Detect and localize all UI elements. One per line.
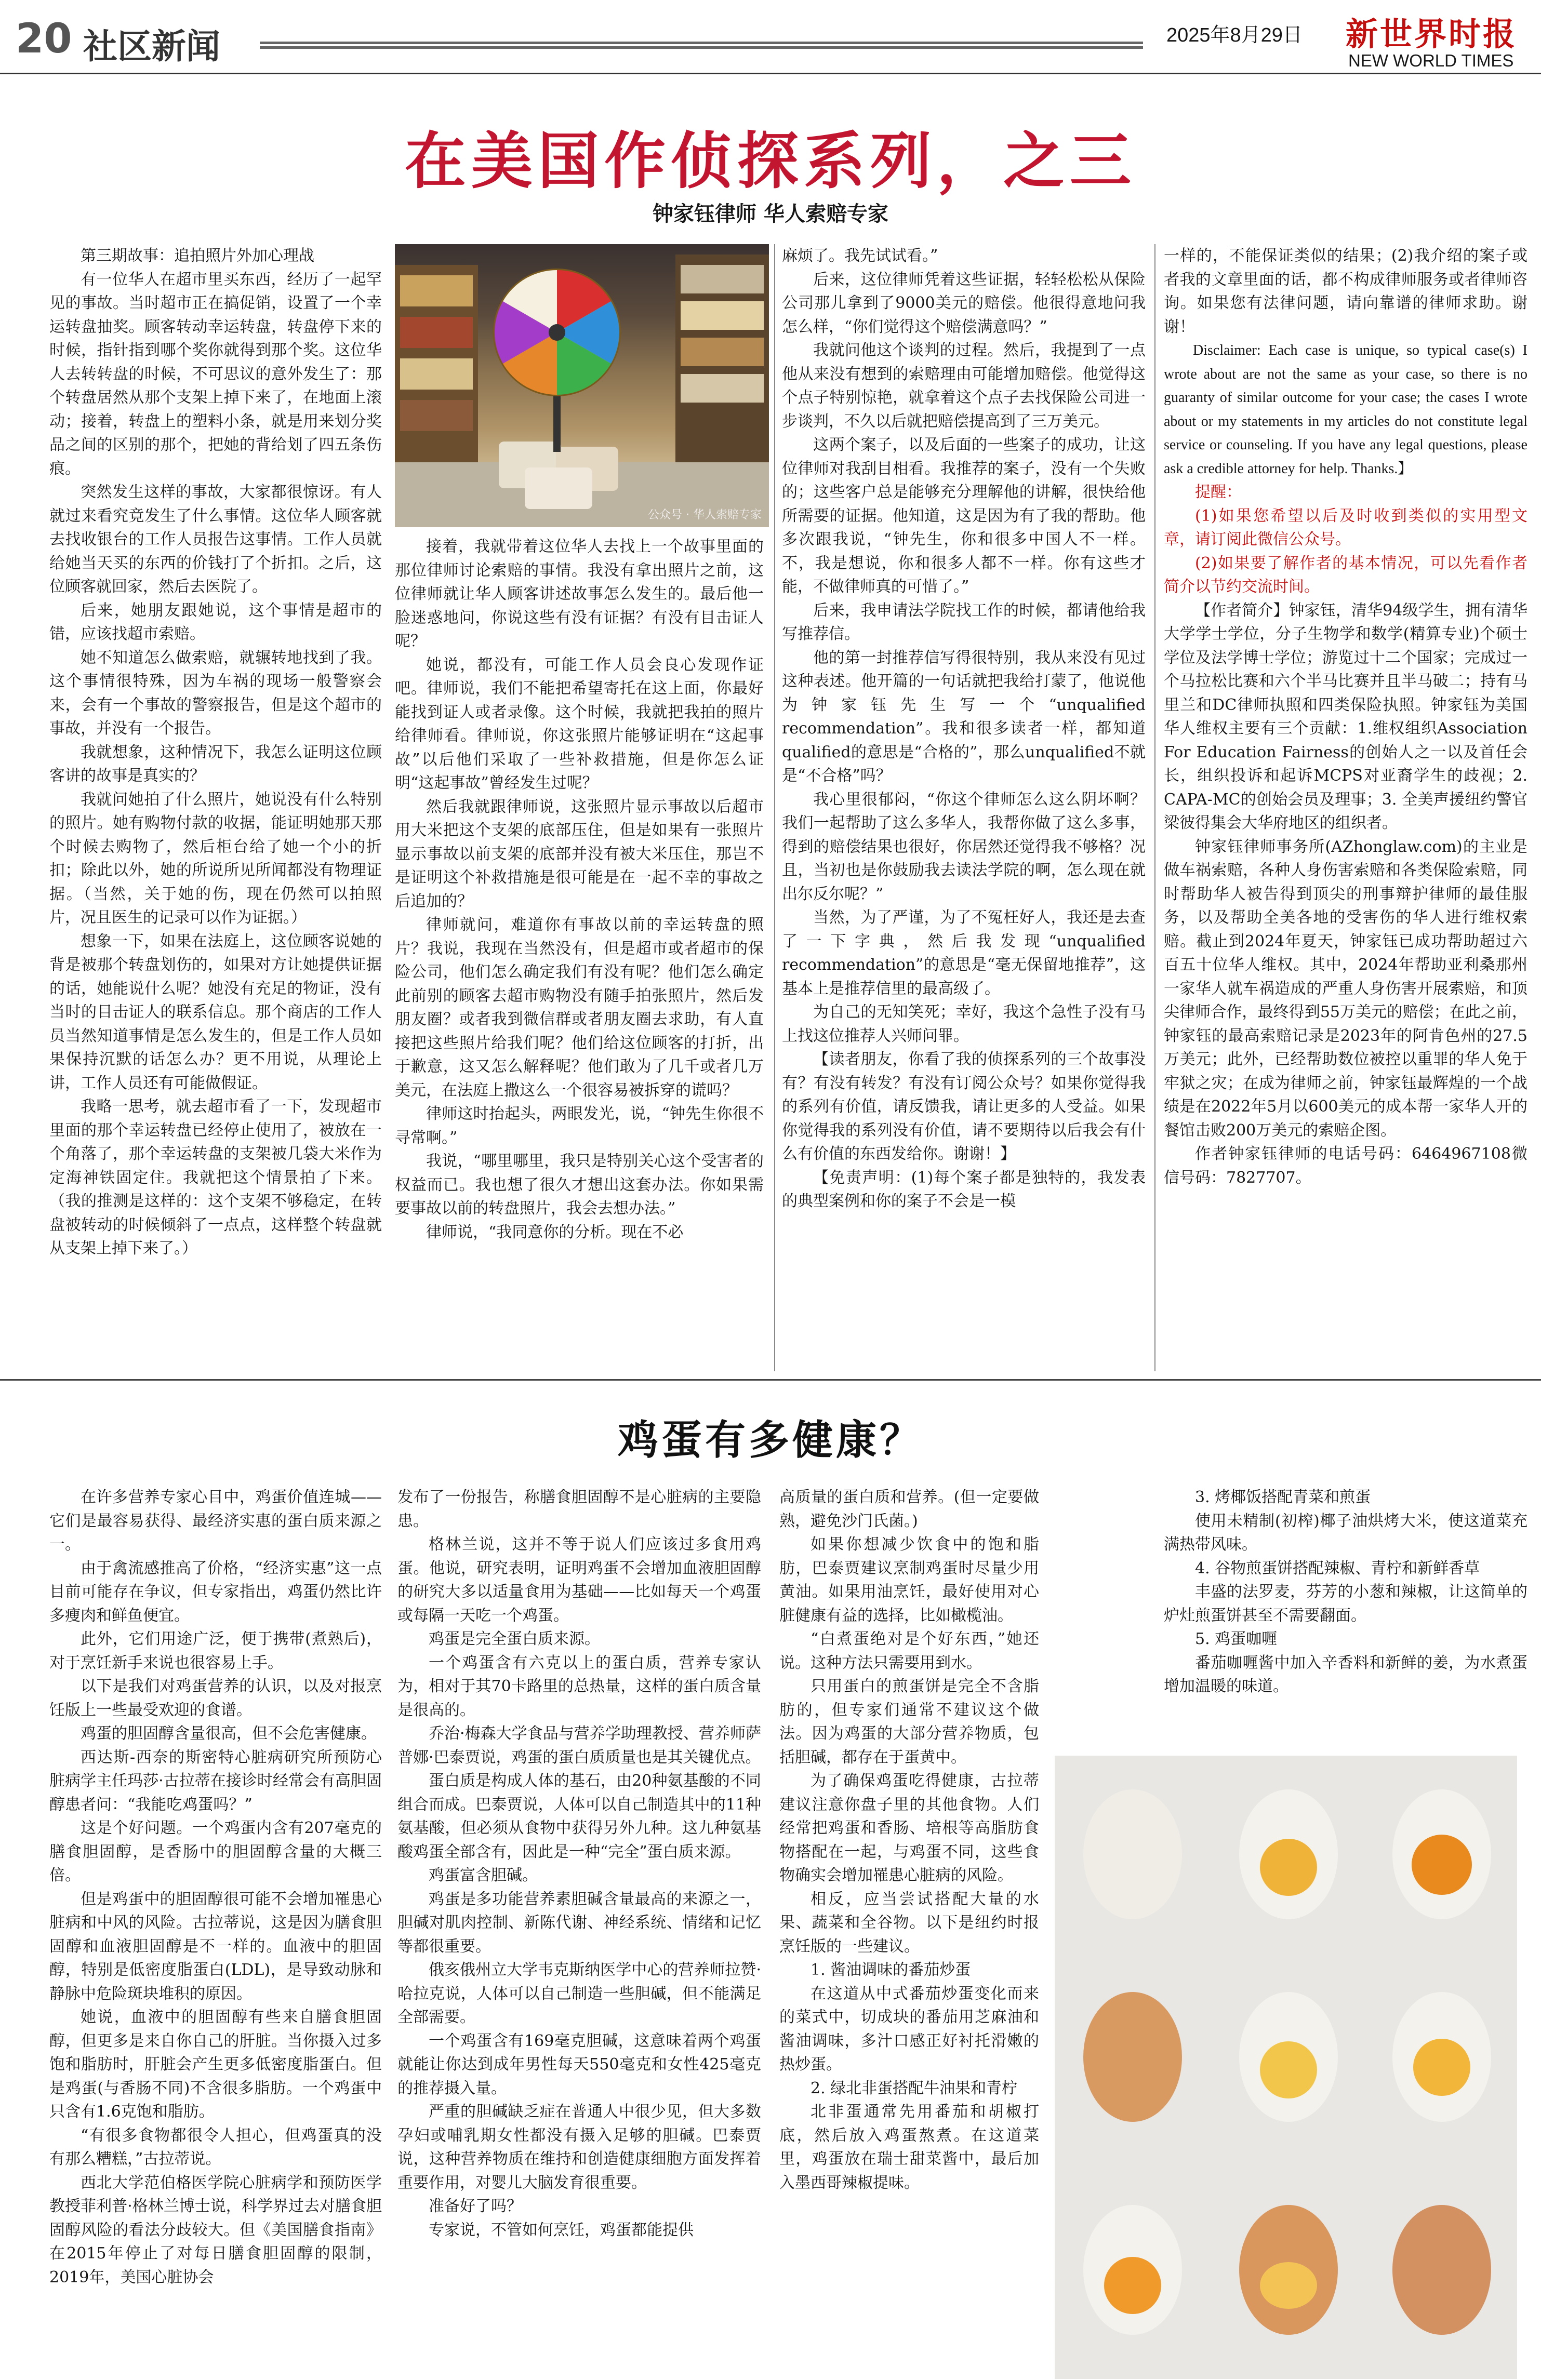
paragraph: 西北大学范伯格医学院心脏病学和预防医学教授菲利普·格林兰博士说，科学界过去对膳食胆固醇风险的看法分歧较大。但《美国膳食指南》在2015年停止了对每日膳食胆固醇的限制，2019年，美国心脏协会 [49,2173,382,2287]
paragraph: 发布了一份报告，称膳食胆固醇不是心脏病的主要隐患。 [397,1488,761,1530]
paragraph: 这是个好问题。一个鸡蛋内含有207毫克的膳食胆固醇，是香肠中的胆固醇含量的大概三倍。 [49,1819,382,1884]
article2-column-2 [397,1486,761,2374]
paragraph: 一个鸡蛋含有六克以上的蛋白质，营养专家认为，相对于其70卡路里的总热量，这样的蛋白质含量是很高的。 [397,1653,761,1719]
issue-date: 2025年8月29日 [1166,24,1303,46]
paragraph: 她说，都没有，可能工作人员会良心发现作证吧。律师说，我们不能把希望寄托在这上面，你最好能找到证人或者录像。这个时候，我就把我拍的照片给律师看。律师说，你这张照片能够证明在“这起事故”以后他们采取了一些补救措施，但是你怎么证明“这起事故”曾经发生过呢？ [395,656,764,792]
paragraph: 后来，我申请法学院找工作的时候，都请他给我写推荐信。 [782,601,1146,643]
paragraph: 专家说，不管如何烹饪，鸡蛋都能提供 [429,2221,694,2239]
paragraph: 想象一下，如果在法庭上，这位顾客说她的背是被那个转盘划伤的，如果对方让她提供证据的话，她能说什么呢？她没有充足的物证，没有当时的目击证人的联系信息。那个商店的工作人员当然知道事情是怎么发生的，但是工作人员如果保持沉默的话怎么办？更不用说，从理论上讲，工作人员还有可能做假证。 [49,932,382,1092]
paragraph: 律师就问，难道你有事故以前的幸运转盘的照片？我说，我现在当然没有，但是超市或者超市的保险公司，他们怎么确定我们有没有呢？他们怎么确定此前别的顾客去超市购物没有随手拍张照片，然后发朋友圈？或者我到微信群或者朋友圈去求助，有人直接把这些照片给我们呢？他们给这位顾客的打折，出于歉意，这又怎么解释呢？他们敢为了几千或者几万美元，在法庭上撒这么一个很容易被拆穿的谎吗？ [395,916,764,1100]
paragraph: 俄亥俄州立大学韦克斯纳医学中心的营养师拉赞·哈拉克说，人体可以自己制造一些胆碱，但不能满足全部需要。 [397,1961,761,2026]
article-title: 在美国作侦探系列，之三 [404,125,1136,197]
author-bio: 钟家钰律师事务所(AZhonglaw.com)的主业是做车祸索赔，各种人身伤害索赔和各类保险索赔，同时帮助华人被告得到顶尖的刑事辩护律师的最佳服务，以及帮助全美各地的受害伤的华人进行维权索赔。截止到2024年夏天，钟家钰已成功帮助超过六百五十位华人维权。其中，2024年帮助亚利桑那州一家华人就车祸造成的严重人身伤害开展索赔，和顶尖律师合作，最终得到55万美元的赔偿；在此之前，钟家钰的最高索赔记录是2023年的阿肯色州的27.5万美元；此外，已经帮助数位被控以重罪的华人免于牢狱之灾；在成为律师之前，钟家钰最辉煌的一个战绩是在2022年5月以600美元的成本帮一家华人开的餐馆击败200万美元的索赔企图。 [1164,837,1527,1140]
subheading: 鸡蛋的胆固醇含量很高，但不会危害健康。 [81,1724,377,1743]
paragraph: 西达斯-西奈的斯密特心脏病研究所预防心脏病学主任玛莎·古拉蒂在接诊时经常会有高胆固醇患者问：“我能吃鸡蛋吗？” [49,1748,382,1814]
article1-column-4 [1164,244,1527,1376]
column-separator [1154,244,1155,1371]
paragraph: 蛋白质是构成人体的基石，由20种氨基酸的不同组合而成。巴泰贾说，人体可以自己制造其中的11种氨基酸，但必须从食物中获得另外九种。这九种氨基酸鸡蛋全部含有，因此是一种“完全”蛋白质来源。 [397,1772,761,1861]
recipe-heading: 3. 烤椰饭搭配青菜和煎蛋 [1195,1488,1371,1506]
paragraph: 然后我就跟律师说，这张照片显示事故以后超市用大米把这个支架的底部压住，但是如果有一张照片显示事故以前支架的底部并没有被大米压住，那岂不是证明这个补救措施是很可能是在一起不幸的事故之后追加的？ [395,797,764,911]
paragraph: 相反，应当尝试搭配大量的水果、蔬菜和全谷物。以下是纽约时报烹饪版的一些建议。 [779,1890,1039,1956]
article2-column-4 [1164,1486,1527,1745]
paragraph: 我略一思考，就去超市看了一下，发现超市里面的那个幸运转盘已经停止使用了，被放在一个角落了，那个幸运转盘的支架被几袋大米作为定海神铁固定住。我就把这个情景拍了下来。（我的推测是这样的：这个支架不够稳定，在转盘被转动的时候倾斜了一点点，这样整个转盘就从支架上掉下来了。） [49,1098,382,1258]
paragraph: 为自己的无知笑死；幸好，我这个急性子没有马上找这位推荐人兴师问罪。 [782,1003,1146,1045]
paragraph: 有一位华人在超市里买东西，经历了一起罕见的事故。当时超市正在搞促销，设置了一个幸运转盘抽奖。顾客转动幸运转盘，转盘停下来的时候，指针指到哪个奖你就得到那个奖。这位华人去转转盘的时候，不可思议的意外发生了：那个转盘居然从那个支架上掉下来了，在地面上滚动；接着，转盘上的塑料小条，就是用来划分奖品之间的区别的那个，把她的背给划了四五条伤痕。 [49,270,382,478]
recipe-heading: 5. 鸡蛋咖喱 [1195,1630,1278,1648]
paragraph: 在这道从中式番茄炒蛋变化而来的菜式中，切成块的番茄用芝麻油和酱油调味，多汁口感正好衬托滑嫩的热炒蛋。 [779,1984,1039,2074]
paragraph: 使用未精制(初榨)椰子油烘烤大米，使这道菜充满热带风味。 [1164,1512,1527,1554]
article1-column-3 [782,244,1146,1376]
paragraph: 【读者朋友，你看了我的侦探系列的三个故事没有？有没有转发？有没有订阅公众号？如果你觉得我的系列有价值，请反馈我，请让更多的人受益。如果你觉得我的系列没有价值，请不要期待以后我会有什么有价值的东西发给你。谢谢！】 [782,1050,1146,1163]
subheading: 鸡蛋富含胆碱。 [429,1866,538,1884]
paragraph: 后来，这位律师凭着这些证据，轻轻松松从保险公司那儿拿到了9000美元的赔偿。他很得意地问我怎么样，“你们觉得这个赔偿满意吗？” [782,270,1146,336]
supermarket-scene-illustration [395,244,769,527]
article2-column-3-top [779,1486,1039,2374]
subheading: 鸡蛋是完全蛋白质来源。 [429,1630,600,1648]
supermarket-wheel-photo [395,244,769,527]
paragraph: 律师这时抬起头，两眼发光，说，“钟先生你很不寻常啊。” [395,1105,764,1147]
paragraph: 严重的胆碱缺乏症在普通人中很少见，但大多数孕妇或哺乳期女性都没有摄入足够的胆碱。巴泰贾说，这种营养物质在维持和创造健康细胞方面发挥着重要作用，对婴儿大脑发育很重要。 [397,2103,761,2192]
paragraph: 但是鸡蛋中的胆固醇很可能不会增加罹患心脏病和中风的风险。古拉蒂说，这是因为膳食胆固醇和血液胆固醇是不一样的。血液中的胆固醇，特别是低密度脂蛋白(LDL)，是导致动脉和静脉中危险斑块堆积的原因。 [49,1890,382,2003]
eggs-photo [1055,1756,1517,2379]
article-byline: 钟家钰律师 华人索赔专家 [653,202,888,226]
paragraph: 为了确保鸡蛋吃得健康，古拉蒂建议注意你盘子里的其他食物。人们经常把鸡蛋和香肠、培根等高脂肪食物搭配在一起，与鸡蛋不同，这些食物确实会增加罹患心脏病的风险。 [779,1772,1039,1884]
author-contact: 作者钟家钰律师的电话号码：6464967108微信号码：7827707。 [1164,1145,1527,1187]
paragraph: 律师说，“我同意你的分析。现在不必 [426,1223,684,1241]
column-separator [774,244,775,1371]
reminder-heading: 提醒： [1195,483,1242,501]
paragraph: “有很多食物都很令人担心，但鸡蛋真的没有那么糟糕，”古拉蒂说。 [49,2126,382,2168]
reminder-item: (2)如果要了解作者的基本情况，可以先看作者简介以节约交流时间。 [1164,554,1527,596]
page-number: 20 [16,16,72,62]
boiled-eggs-illustration [1055,1756,1517,2379]
paragraph: 麻烦了。我先试试看。” [782,247,938,265]
paragraph: 我就想象，这种情况下，我怎么证明这位顾客讲的故事是真实的？ [49,743,382,785]
paragraph: 我就问她拍了什么照片，她说没有什么特别的照片。她有购物付款的收据，能证明她那天那个时候去购物了，然后柜台给了她一个小的折扣；除此以外，她的所说所见所闻都没有物理证据。（当然，关于她的伤，现在仍然可以拍照片，况且医生的记录可以作为证据。） [49,790,382,927]
paragraph: 此外，它们用途广泛，便于携带(煮熟后)，对于烹饪新手来说也很容易上手。 [49,1630,382,1672]
newspaper-logo: 新世界时报 [1346,15,1518,53]
paragraph: 高质量的蛋白质和营养。(但一定要做熟，避免沙门氏菌。) [779,1488,1039,1530]
subheading: 准备好了吗？ [429,2197,522,2215]
english-disclaimer: Disclaimer: Each case is unique, so typical case(s) I wrote about are not the same as your case, so there is no guaranty of similar outcome for your case; the cases I wrote about or my statements in my articles do not constitute legal service or counseling. If you have any legal questions, please ask a credible attorney for help. Thanks.】 [1164,342,1527,477]
paragraph: 北非蛋通常先用番茄和胡椒打底，然后放入鸡蛋熬煮。在这道菜里，鸡蛋放在瑞士甜菜酱中，最后加入墨西哥辣椒提味。 [779,2103,1039,2192]
paragraph: 她不知道怎么做索赔，就辗转地找到了我。这个事情很特殊，因为车祸的现场一般警察会来，会有一个事故的警察报告，但是这个超市的事故，并没有一个报告。 [49,648,382,738]
photo-watermark: 公众号 · 华人索赔专家 [648,509,762,522]
paragraph: 在许多营养专家心目中，鸡蛋价值连城——它们是最容易获得、最经济实惠的蛋白质来源之一。 [49,1488,382,1554]
paragraph: 我说，“哪里哪里，我只是特别关心这个受害者的权益而已。我也想了很久才想出这套办法。你如果需要事故以前的转盘照片，我会去想办法。” [395,1152,764,1218]
paragraph: 【免责声明：(1)每个案子都是独特的，我发表的典型案例和你的案子不会是一模 [782,1168,1146,1210]
article2-column-1 [49,1486,382,2374]
header-double-rule [260,42,1143,49]
newspaper-logo-english: NEW WORLD TIMES [1348,51,1514,70]
recipe-heading: 1. 酱油调味的番茄炒蛋 [811,1961,971,1979]
paragraph: 番茄咖喱酱中加入辛香料和新鲜的姜，为水煮蛋增加温暖的味道。 [1164,1653,1527,1695]
paragraph: 鸡蛋是多功能营养素胆碱含量最高的来源之一，胆碱对肌肉控制、新陈代谢、神经系统、情绪和记忆等都很重要。 [397,1890,761,1956]
paragraph: 突然发生这样的事故，大家都很惊讶。有人就过来看究竟发生了什么事情。这位华人顾客就去找收银台的工作人员报告这事情。工作人员就给她当天买的东西的价钱打了个折扣。之后，这位顾客就回家，然后去医院了。 [49,483,382,596]
paragraph: 一个鸡蛋含有169毫克胆碱，这意味着两个鸡蛋就能让你达到成年男性每天550毫克和女性425毫克的推荐摄入量。 [397,2031,761,2097]
paragraph: 一样的，不能保证类似的结果；(2)我介绍的案子或者我的文章里面的话，都不构成律师服务或者律师咨询。如果您有法律问题，请向靠谱的律师求助。谢谢！ [1164,247,1527,336]
paragraph: 她说，血液中的胆固醇有些来自膳食胆固醇，但更多是来自你自己的肝脏。当你摄入过多饱和脂肪时，肝脏会产生更多低密度脂蛋白。但是鸡蛋(与香肠不同)不含很多脂肪。一个鸡蛋中只含有1.6克饱和脂肪。 [49,2008,382,2121]
paragraph: 我心里很郁闷，“你这个律师怎么这么阴坏啊？我们一起帮助了这么多华人，我帮你做了这么多事，得到的赔偿结果也很好，你居然还觉得我不够格？况且，当初也是你鼓励我去读法学院的啊，怎么现在就出尔反尔呢？” [782,790,1146,903]
article1-column-1 [49,244,382,1376]
article-title: 鸡蛋有多健康？ [617,1417,923,1464]
reminder-item: (1)如果您希望以后及时收到类似的实用型文章，请订阅此微信公众号。 [1164,506,1527,549]
paragraph: 由于禽流感推高了价格，“经济实惠”这一点目前可能存在争议，但专家指出，鸡蛋仍然比许多瘦肉和鲜鱼便宜。 [49,1559,382,1625]
paragraph: 我就问他这个谈判的过程。然后，我提到了一点他从来没有想到的索赔理由可能增加赔偿。他觉得这个点子特别惊艳，就拿着这个点子去找保险公司进一步谈判，不久以后就把赔偿提高到了三万美元。 [782,341,1146,431]
paragraph: 如果你想减少饮食中的饱和脂肪，巴泰贾建议烹制鸡蛋时尽量少用黄油。如果用油烹饪，最好使用对心脏健康有益的选择，比如橄榄油。 [779,1535,1039,1625]
paragraph: “白煮蛋绝对是个好东西，”她还说。这种方法只需要用到水。 [779,1630,1039,1672]
paragraph: 乔治·梅森大学食品与营养学助理教授、营养师萨普娜·巴泰贾说，鸡蛋的蛋白质质量也是其关键优点。 [397,1724,761,1767]
article-divider [0,1379,1541,1381]
recipe-heading: 2. 绿北非蛋搭配牛油果和青柠 [811,2079,1018,2097]
paragraph: 这两个案子，以及后面的一些案子的成功，让这位律师对我刮目相看。我推荐的案子，没有一个失败的；这些客户总是能够充分理解他的讲解，很快给他所需要的证据。他知道，这是因为有了我的帮助。他多次跟我说，“钟先生，你和很多中国人不一样。不，我是想说，你和很多人都不一样。你有这些才能，不做律师真的可惜了。” [782,436,1146,596]
paragraph: 只用蛋白的煎蛋饼是完全不含脂肪的，但专家们通常不建议这个做法。因为鸡蛋的大部分营养物质，包括胆碱，都存在于蛋黄中。 [779,1677,1039,1767]
paragraph: 丰盛的法罗麦，芬芳的小葱和辣椒，让这简单的炉灶煎蛋饼甚至不需要翻面。 [1164,1583,1527,1625]
paragraph: 后来，她朋友跟她说，这个事情是超市的错，应该找超市索赔。 [49,601,382,643]
author-bio: 【作者简介】钟家钰，清华94级学生，拥有清华大学学士学位，分子生物学和数学(精算专业)个硕士学位及法学博士学位；游览过十二个国家；完成过一个马拉松比赛和六个半马比赛并且半马破二；持有马里兰和DC律师执照和四类保险执照。钟家钰为美国华人维权主要有三个贡献：1.维权组织Association For Education Fairness的创始人之一以及首任会长，组织投诉和起诉MCPS对亚裔学生的歧视；2. CAPA-MC的创始会员及理事；3. 全美声援纽约警官梁彼得集会大华府地区的组织者。 [1164,601,1527,832]
paragraph: 格林兰说，这并不等于说人们应该过多食用鸡蛋。他说，研究表明，证明鸡蛋不会增加血液胆固醇的研究大多以适量食用为基础——比如每天一个鸡蛋或每隔一天吃一个鸡蛋。 [397,1535,761,1625]
section-title: 社区新闻 [83,26,220,66]
story-subhead: 第三期故事：追拍照片外加心理战 [81,247,314,265]
recipe-heading: 4. 谷物煎蛋饼搭配辣椒、青柠和新鲜香草 [1195,1559,1480,1577]
paragraph: 接着，我就带着这位华人去找上一个故事里面的那位律师讨论索赔的事情。我没有拿出照片之前，这位律师就让华人顾客讲述故事怎么发生的。最后他一脸迷惑地问，你说这些有没有证据？有没有目击证人呢？ [395,538,764,650]
paragraph: 以下是我们对鸡蛋营养的认识，以及对报烹饪版上一些最受欢迎的食谱。 [49,1677,382,1719]
header-divider [0,73,1541,74]
paragraph: 当然，为了严谨，为了不冤枉好人，我还是去查了一下字典，然后我发现“unqualified recommendation”的意思是“毫无保留地推荐”，这基本上是推荐信里的最高级了。 [782,908,1146,998]
paragraph: 他的第一封推荐信写得很特别，我从来没有见过这种表述。他开篇的一句话就把我给打蒙了，他说他为钟家钰先生写一个“unqualified recommendation”。我和很多读者一样，都知道qualified的意思是“合格的”，那么unqualified不就是“不合格”吗？ [782,648,1146,785]
article1-column-2 [395,535,764,1376]
